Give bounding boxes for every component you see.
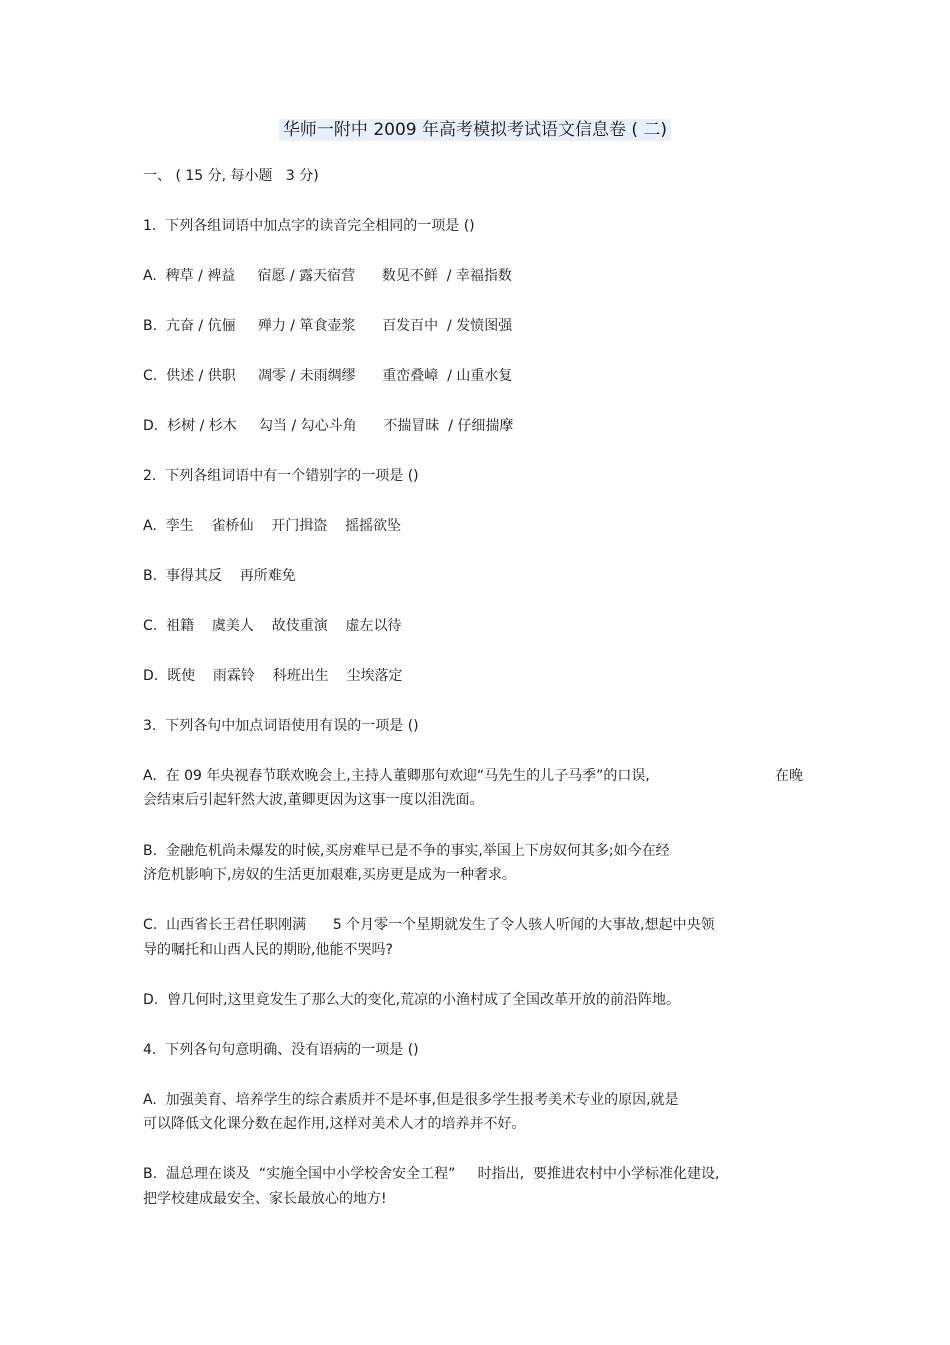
- question-4-option-b-line2: 把学校建成最安全、家长最放心的地方!: [143, 1191, 387, 1207]
- question-3-option-b-line1: B. 金融危机尚未爆发的时候,买房难早已是不争的事实,举国上下房奴何其多;如今在经: [143, 843, 670, 859]
- document-title: [0, 118, 950, 142]
- title-text: 华师一附中 2009 年高考模拟考试语文信息卷 ( 二): [279, 119, 671, 141]
- question-2-option-b: B. 事得其反 再所难免: [143, 568, 296, 584]
- question-2-option-a: A. 孪生 雀桥仙 开门揖盗 摇摇欲坠: [143, 518, 402, 534]
- question-2-stem: 2. 下列各组词语中有一个错别字的一项是 (): [143, 468, 419, 484]
- question-1-option-a: A. 稗草 / 裨益 宿愿 / 露天宿营 数见不鲜 / 幸福指数: [143, 268, 512, 284]
- question-3-option-d: D. 曾几何时,这里竟发生了那么大的变化,荒凉的小渔村成了全国改革开放的前沿阵地。: [143, 992, 681, 1008]
- question-2-option-d: D. 既使 雨霖铃 科班出生 尘埃落定: [143, 668, 403, 684]
- question-3-option-a-line1-end: 在晚: [775, 768, 803, 784]
- question-1-option-d: D. 杉树 / 杉木 勾当 / 勾心斗角 不揣冒昧 / 仔细揣摩: [143, 418, 514, 434]
- question-3-stem: 3. 下列各句中加点词语使用有误的一项是 (): [143, 718, 419, 734]
- question-4-option-b-line1: B. 温总理在谈及 “实施全国中小学校舍安全工程” 时指出, 要推进农村中小学标准化建设,: [143, 1166, 720, 1182]
- question-4-option-a-line1: A. 加强美育、培养学生的综合素质并不是坏事,但是很多学生报考美术专业的原因,就是: [143, 1092, 679, 1108]
- question-1-option-c: C. 供述 / 供职 凋零 / 未雨绸缪 重峦叠嶂 / 山重水复: [143, 368, 513, 384]
- question-3-option-a-line1: A. 在 09 年央视春节联欢晚会上,主持人董卿那句欢迎“马先生的儿子马季”的口误,: [143, 768, 650, 784]
- question-2-option-c: C. 祖籍 虞美人 故伎重演 虚左以待: [143, 618, 402, 634]
- question-3-option-c-line1: C. 山西省长王君任职刚满 5 个月零一个星期就发生了令人骇人听闻的大事故,想起中央领: [143, 917, 715, 933]
- question-3-option-b-line2: 济危机影响下,房奴的生活更加艰难,买房更是成为一种奢求。: [143, 867, 516, 883]
- question-3-option-a-line2: 会结束后引起轩然大波,董卿更因为这事一度以泪洗面。: [143, 792, 484, 808]
- question-1-stem: 1. 下列各组词语中加点字的读音完全相同的一项是 (): [143, 218, 475, 234]
- section-heading: 一、 ( 15 分, 每小题 3 分): [143, 168, 319, 184]
- question-3-option-c-line2: 导的嘱托和山西人民的期盼,他能不哭吗?: [143, 942, 393, 958]
- question-4-stem: 4. 下列各句句意明确、没有语病的一项是 (): [143, 1042, 419, 1058]
- question-1-option-b: B. 亢奋 / 伉俪 殚力 / 箪食壶浆 百发百中 / 发愤图强: [143, 318, 513, 334]
- question-4-option-a-line2: 可以降低文化课分数在起作用,这样对美术人才的培养并不好。: [143, 1116, 526, 1132]
